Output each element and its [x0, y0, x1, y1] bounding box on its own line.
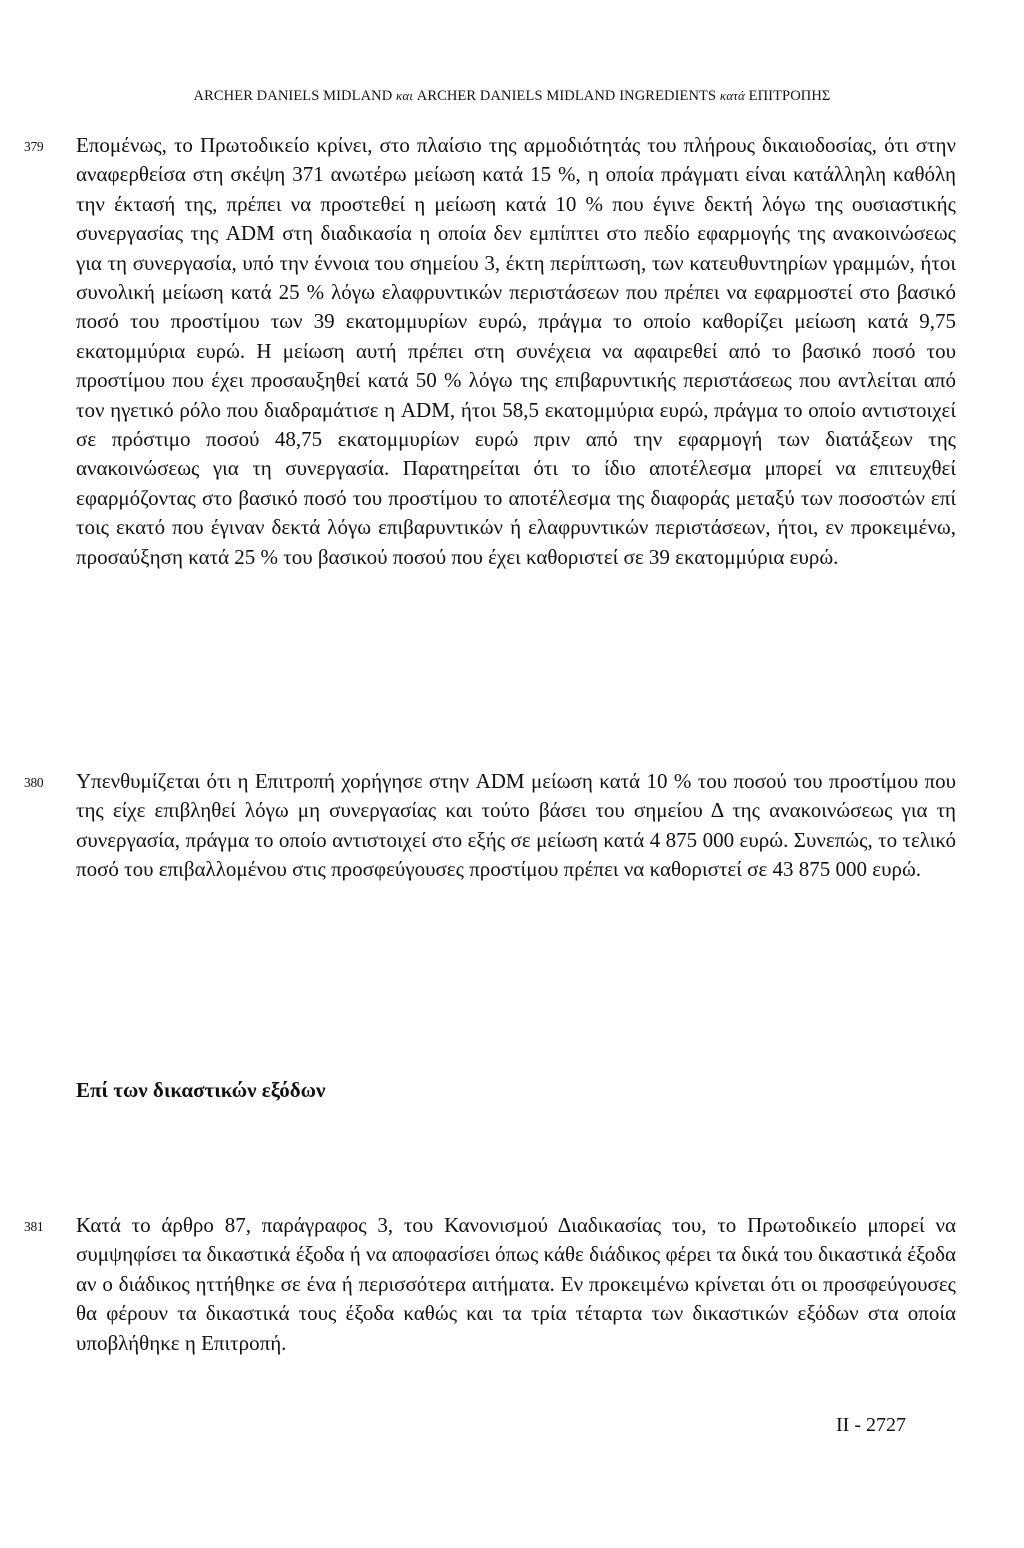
header-party-1: ARCHER DANIELS MIDLAND	[193, 88, 393, 104]
paragraph-379	[24, 131, 1000, 572]
paragraph-380	[24, 767, 1000, 885]
paragraph-text: Υπενθυμίζεται ότι η Επιτροπή χορήγησε στην ADM μείωση κατά 10 % του ποσού του προστίμου που της είχε επιβληθεί λόγω μη συνεργασίας και τούτο βάσει του σημείου Δ της ανακοινώσεως για τη συνεργασία, πράγμα το οποίο αντιστοιχεί στο εξής σε μείωση κατά 4 875 000 ευρώ. Συνεπώς, το τελικό ποσό του επιβαλλομένου στις προσφεύγουσες προστίμου πρέπει να καθοριστεί σε 43 875 000 ευρώ.	[76, 769, 956, 882]
paragraph-text: Επομένως, το Πρωτοδικείο κρίνει, στο πλαίσιο της αρμοδιότητάς του πλήρους δικαιοδοσίας, ότι στην αναφερθείσα στη σκέψη 371 ανωτέρω μείωση κατά 15 %, η οποία πράγματι είναι κατάλληλη καθόλη την έκτασή της, πρέπει να προστεθεί η μείωση κατά 10 % που έγινε δεκτή λόγω της ουσιαστικής συνεργασίας της ADM στη διαδικασία η οποία δεν εμπίπτει στο πεδίο εφαρμογής της ανακοινώσεως για τη συνεργασία, υπό την έννοια του σημείου 3, έκτη περίπτωση, των κατευθυντηρίων γραμμών, ήτοι συνολική μείωση κατά 25 % λόγω ελαφρυντικών περιστάσεων που πρέπει να εφαρμοστεί στο βασικό ποσό του προστίμου των 39 εκατομμυρίων ευρώ, πράγμα το οποίο καθορίζει μείωση κατά 9,75 εκατομμύρια ευρώ. Η μείωση αυτή πρέπει στη συνέχεια να αφαιρεθεί από το βασικό ποσό του προστίμου που έχει προσαυξηθεί κατά 50 % λόγω της επιβαρυντικής περιστάσεως που αντλείται από τον ηγετικό ρόλο που διαδραμάτισε η ADM, ήτοι 58,5 εκατομμύρια ευρώ, πράγμα το οποίο αντιστοιχεί σε πρόστιμο ποσού 48,75 εκατομμυρίων ευρώ πριν από την εφαρμογή των διατάξεων της ανακοινώσεως για τη συνεργασία. Παρατηρείται ότι το ίδιο αποτέλεσμα μπορεί να επιτευχθεί εφαρμόζοντας στο βασικό ποσό του προστίμου το αποτέλεσμα της διαφοράς μεταξύ των ποσοστών επί τοις εκατό που έγιναν δεκτά λόγω επιβαρυντικών ή ελαφρυντικών περιστάσεων, ήτοι, εν προκειμένω, προσαύξηση κατά 25 % του βασικού ποσού που έχει καθοριστεί σε 39 εκατομμύρια ευρώ.	[76, 133, 956, 569]
page-number: II - 2727	[836, 1414, 906, 1436]
header-party-3: ΕΠΙΤΡΟΠΗΣ	[748, 88, 831, 104]
header-conjunction-and: και	[396, 88, 414, 103]
running-header	[0, 88, 1024, 105]
paragraph-number: 380	[24, 775, 44, 790]
header-conjunction-against: κατά	[719, 88, 745, 103]
paragraph-text: Κατά το άρθρο 87, παράγραφος 3, του Κανονισμού Διαδικασίας του, το Πρωτοδικείο μπορεί να συμψηφίσει τα δικαστικά έξοδα ή να αποφασίσει όπως κάθε διάδικος φέρει τα δικά του δικαστικά έξοδα αν ο διάδικος ηττήθηκε σε ένα ή περισσότερα αιτήματα. Εν προκειμένω κρίνεται ότι οι προσφεύγουσες θα φέρουν τα δικαστικά τους έξοδα καθώς και τα τρία τέταρτα των δικαστικών εξόδων στα οποία υποβλήθηκε η Επιτροπή.	[76, 1213, 956, 1355]
section-heading: Επί των δικαστικών εξόδων	[76, 1078, 326, 1102]
paragraph-381	[24, 1211, 1000, 1358]
paragraph-number: 381	[24, 1219, 44, 1234]
header-party-2: ARCHER DANIELS MIDLAND INGREDIENTS	[416, 88, 717, 104]
paragraph-number: 379	[24, 139, 44, 154]
